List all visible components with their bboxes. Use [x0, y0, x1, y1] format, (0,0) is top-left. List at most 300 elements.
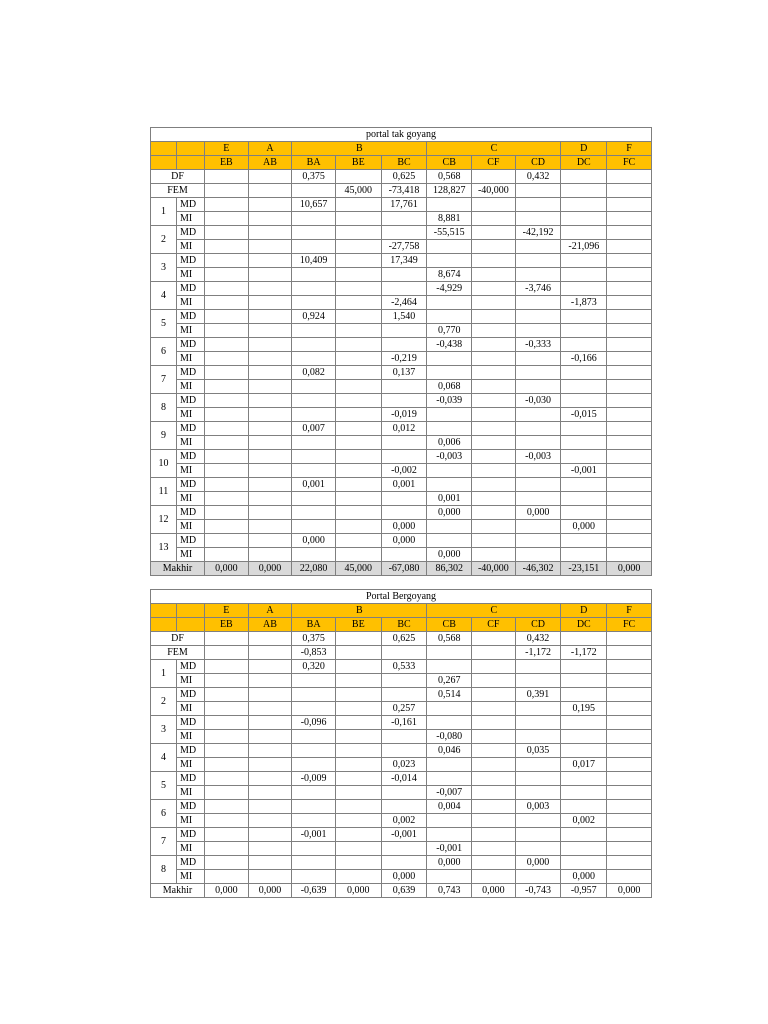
df-cell [335, 170, 381, 184]
md-cell [472, 450, 516, 464]
md-cell [292, 506, 336, 520]
mi-cell [561, 730, 607, 744]
member-header: CF [472, 618, 516, 632]
mi-cell [472, 702, 516, 716]
mi-cell [561, 212, 607, 226]
mi-cell [515, 436, 561, 450]
md-label: MD [176, 660, 204, 674]
md-cell: -0,096 [292, 716, 336, 730]
md-cell [381, 744, 427, 758]
mi-cell [335, 436, 381, 450]
table-title: portal tak goyang [151, 128, 652, 142]
joint-header: B [292, 142, 427, 156]
md-cell: -42,192 [515, 226, 561, 240]
df-cell [248, 632, 292, 646]
mi-cell [607, 380, 652, 394]
md-cell [472, 422, 516, 436]
mi-cell [335, 408, 381, 422]
mi-cell [248, 436, 292, 450]
mi-cell [427, 870, 472, 884]
md-label: MD [176, 534, 204, 548]
mi-cell [381, 842, 427, 856]
md-label: MD [176, 744, 204, 758]
mi-cell [248, 758, 292, 772]
md-cell [292, 856, 336, 870]
md-cell [561, 478, 607, 492]
iteration-md-row [151, 422, 652, 436]
iteration-number: 7 [151, 828, 177, 856]
iteration-number: 5 [151, 310, 177, 338]
md-cell: 0,320 [292, 660, 336, 674]
md-cell: 0,007 [292, 422, 336, 436]
md-label: MD [176, 226, 204, 240]
mi-cell [607, 240, 652, 254]
makhir-label: Makhir [151, 884, 205, 898]
df-cell: 0,375 [292, 632, 336, 646]
fem-cell [248, 646, 292, 660]
joint-header-row [151, 142, 652, 156]
md-cell: -0,003 [515, 450, 561, 464]
mi-label: MI [176, 870, 204, 884]
md-cell [248, 856, 292, 870]
md-cell [472, 394, 516, 408]
fem-cell: -1,172 [561, 646, 607, 660]
md-cell [292, 226, 336, 240]
mi-cell [248, 520, 292, 534]
md-label: MD [176, 506, 204, 520]
mi-label: MI [176, 520, 204, 534]
mi-label: MI [176, 674, 204, 688]
md-cell [427, 366, 472, 380]
df-cell [472, 170, 516, 184]
md-cell [561, 394, 607, 408]
md-cell [561, 828, 607, 842]
makhir-cell: -0,957 [561, 884, 607, 898]
md-cell [561, 226, 607, 240]
fem-cell [335, 646, 381, 660]
mi-cell [427, 758, 472, 772]
member-header: EB [205, 156, 249, 170]
md-cell [205, 828, 249, 842]
mi-cell [472, 324, 516, 338]
title-row [151, 590, 652, 604]
md-label: MD [176, 716, 204, 730]
md-label: MD [176, 198, 204, 212]
md-cell [561, 688, 607, 702]
mi-cell [205, 240, 249, 254]
mi-cell: 0,000 [427, 548, 472, 562]
mi-cell [472, 408, 516, 422]
mi-cell [292, 464, 336, 478]
md-cell [561, 772, 607, 786]
mi-cell [472, 520, 516, 534]
md-cell [607, 506, 652, 520]
md-cell: 0,000 [427, 856, 472, 870]
df-cell: 0,432 [515, 632, 561, 646]
md-cell [248, 226, 292, 240]
md-cell [205, 338, 249, 352]
iteration-md-row [151, 506, 652, 520]
mi-label: MI [176, 352, 204, 366]
makhir-cell: 45,000 [335, 562, 381, 576]
mi-label: MI [176, 758, 204, 772]
iteration-md-row [151, 800, 652, 814]
mi-cell [205, 408, 249, 422]
member-header: DC [561, 156, 607, 170]
mi-cell: -0,001 [561, 464, 607, 478]
md-cell [561, 506, 607, 520]
iteration-mi-row [151, 268, 652, 282]
mi-cell [472, 240, 516, 254]
mi-cell [292, 212, 336, 226]
mi-cell [205, 842, 249, 856]
mi-cell: 0,002 [561, 814, 607, 828]
mi-cell [248, 702, 292, 716]
md-cell [205, 394, 249, 408]
md-cell: 17,761 [381, 198, 427, 212]
md-cell: 0,533 [381, 660, 427, 674]
member-header: BE [335, 618, 381, 632]
mi-cell [427, 408, 472, 422]
df-cell [335, 632, 381, 646]
mi-cell [427, 296, 472, 310]
md-cell [607, 338, 652, 352]
iteration-md-row [151, 226, 652, 240]
mi-cell [427, 814, 472, 828]
md-cell [248, 800, 292, 814]
md-cell: -0,009 [292, 772, 336, 786]
md-cell [561, 282, 607, 296]
mi-cell [381, 380, 427, 394]
mi-cell [607, 268, 652, 282]
mi-cell [205, 296, 249, 310]
md-cell [607, 198, 652, 212]
md-cell [381, 282, 427, 296]
iteration-md-row [151, 478, 652, 492]
member-header: BC [381, 618, 427, 632]
md-cell: -0,014 [381, 772, 427, 786]
md-cell: -0,001 [292, 828, 336, 842]
mi-label: MI [176, 240, 204, 254]
mi-cell [248, 786, 292, 800]
mi-cell: -0,002 [381, 464, 427, 478]
mi-cell: -1,873 [561, 296, 607, 310]
mi-cell: 0,017 [561, 758, 607, 772]
md-cell [561, 534, 607, 548]
md-cell [205, 478, 249, 492]
header-blank-cell [176, 604, 204, 618]
md-cell [561, 856, 607, 870]
makhir-row [151, 562, 652, 576]
mi-cell [205, 380, 249, 394]
df-cell: 0,375 [292, 170, 336, 184]
mi-cell [607, 352, 652, 366]
mi-cell [248, 548, 292, 562]
mi-cell [381, 730, 427, 744]
fem-label: FEM [151, 646, 205, 660]
md-cell [561, 366, 607, 380]
mi-label: MI [176, 702, 204, 716]
df-cell [472, 632, 516, 646]
md-cell [515, 772, 561, 786]
md-cell [472, 688, 516, 702]
md-cell [472, 660, 516, 674]
md-cell [292, 338, 336, 352]
member-header: DC [561, 618, 607, 632]
iteration-number: 3 [151, 254, 177, 282]
md-cell [607, 422, 652, 436]
md-cell: -0,030 [515, 394, 561, 408]
md-label: MD [176, 856, 204, 870]
md-cell [205, 366, 249, 380]
md-cell [427, 198, 472, 212]
fem-cell [515, 184, 561, 198]
md-cell [205, 716, 249, 730]
mi-label: MI [176, 268, 204, 282]
iteration-number: 1 [151, 660, 177, 688]
md-cell: 10,409 [292, 254, 336, 268]
makhir-cell: -46,302 [515, 562, 561, 576]
md-cell [427, 534, 472, 548]
md-label: MD [176, 338, 204, 352]
mi-cell [607, 464, 652, 478]
mi-cell [515, 268, 561, 282]
mi-cell [205, 492, 249, 506]
md-cell: 0,137 [381, 366, 427, 380]
md-cell: 0,046 [427, 744, 472, 758]
mi-cell [515, 492, 561, 506]
md-label: MD [176, 688, 204, 702]
md-cell [248, 478, 292, 492]
df-label: DF [151, 170, 205, 184]
makhir-cell: -0,743 [515, 884, 561, 898]
mi-cell [607, 730, 652, 744]
md-cell [561, 310, 607, 324]
mi-cell [292, 870, 336, 884]
mi-cell [292, 702, 336, 716]
mi-cell [472, 548, 516, 562]
iteration-number: 5 [151, 772, 177, 800]
md-cell [248, 744, 292, 758]
md-cell [472, 744, 516, 758]
df-row [151, 170, 652, 184]
mi-cell: 0,023 [381, 758, 427, 772]
makhir-row [151, 884, 652, 898]
md-cell [248, 450, 292, 464]
mi-cell [607, 842, 652, 856]
mi-cell [292, 520, 336, 534]
md-cell [472, 310, 516, 324]
mi-cell [515, 324, 561, 338]
header-blank-cell [151, 618, 177, 632]
mi-cell [381, 324, 427, 338]
mi-cell [248, 380, 292, 394]
mi-cell [292, 324, 336, 338]
md-cell: 0,004 [427, 800, 472, 814]
md-cell: -4,929 [427, 282, 472, 296]
mi-cell: -0,080 [427, 730, 472, 744]
member-header: CB [427, 618, 472, 632]
table-portal-bergoyang [150, 589, 652, 898]
iteration-md-row [151, 394, 652, 408]
member-header: BC [381, 156, 427, 170]
mi-cell [292, 814, 336, 828]
makhir-cell: 0,000 [607, 884, 652, 898]
md-cell [292, 282, 336, 296]
mi-label: MI [176, 492, 204, 506]
mi-cell [561, 786, 607, 800]
md-label: MD [176, 254, 204, 268]
iteration-md-row [151, 310, 652, 324]
df-cell: 0,568 [427, 170, 472, 184]
mi-cell [248, 268, 292, 282]
iteration-md-row [151, 450, 652, 464]
md-cell [381, 450, 427, 464]
mi-cell [205, 870, 249, 884]
mi-cell [292, 730, 336, 744]
md-cell: -55,515 [427, 226, 472, 240]
md-cell [607, 254, 652, 268]
mi-cell [335, 674, 381, 688]
iteration-number: 3 [151, 716, 177, 744]
mi-cell [292, 548, 336, 562]
md-cell [607, 744, 652, 758]
iteration-mi-row [151, 296, 652, 310]
mi-cell [205, 814, 249, 828]
mi-cell [292, 842, 336, 856]
md-cell [607, 282, 652, 296]
fem-cell [561, 184, 607, 198]
md-cell [607, 772, 652, 786]
mi-cell [248, 730, 292, 744]
mi-cell [248, 408, 292, 422]
joint-header: F [607, 604, 652, 618]
member-header: FC [607, 618, 652, 632]
mi-cell [292, 352, 336, 366]
md-cell [248, 828, 292, 842]
iteration-number: 7 [151, 366, 177, 394]
md-cell [335, 254, 381, 268]
iteration-mi-row [151, 548, 652, 562]
makhir-cell: -23,151 [561, 562, 607, 576]
mi-cell: -0,001 [427, 842, 472, 856]
mi-cell [381, 674, 427, 688]
joint-header: C [427, 142, 561, 156]
mi-cell [561, 548, 607, 562]
mi-cell [292, 674, 336, 688]
mi-cell [561, 380, 607, 394]
md-cell [427, 478, 472, 492]
makhir-cell: 0,000 [205, 562, 249, 576]
md-cell: 0,000 [292, 534, 336, 548]
mi-cell [335, 786, 381, 800]
mi-cell [607, 296, 652, 310]
md-cell [561, 198, 607, 212]
md-cell [472, 478, 516, 492]
mi-cell [607, 702, 652, 716]
md-cell [561, 422, 607, 436]
md-cell [335, 688, 381, 702]
member-header: AB [248, 156, 292, 170]
mi-cell [607, 548, 652, 562]
df-cell: 0,568 [427, 632, 472, 646]
md-cell: 0,924 [292, 310, 336, 324]
md-cell [607, 660, 652, 674]
mi-cell [515, 814, 561, 828]
mi-cell [248, 324, 292, 338]
mi-label: MI [176, 548, 204, 562]
table-title: Portal Bergoyang [151, 590, 652, 604]
joint-header: A [248, 142, 292, 156]
mi-cell [335, 758, 381, 772]
mi-cell [515, 786, 561, 800]
mi-cell [515, 380, 561, 394]
mi-cell: 0,195 [561, 702, 607, 716]
mi-label: MI [176, 212, 204, 226]
iteration-number: 13 [151, 534, 177, 562]
md-cell [472, 338, 516, 352]
iteration-mi-row [151, 702, 652, 716]
md-cell [607, 366, 652, 380]
md-cell [292, 394, 336, 408]
mi-cell [515, 520, 561, 534]
md-cell [292, 450, 336, 464]
mi-cell [335, 814, 381, 828]
iteration-number: 6 [151, 800, 177, 828]
member-header: BA [292, 618, 336, 632]
md-cell [335, 422, 381, 436]
md-cell [335, 226, 381, 240]
md-cell: -0,161 [381, 716, 427, 730]
md-cell [561, 660, 607, 674]
mi-cell [248, 814, 292, 828]
md-cell [472, 534, 516, 548]
df-cell: 0,625 [381, 632, 427, 646]
mi-cell: 0,006 [427, 436, 472, 450]
df-label: DF [151, 632, 205, 646]
mi-label: MI [176, 436, 204, 450]
mi-cell [607, 436, 652, 450]
mi-cell [607, 870, 652, 884]
mi-cell [292, 786, 336, 800]
md-cell: 0,003 [515, 800, 561, 814]
makhir-cell: -40,000 [472, 562, 516, 576]
mi-cell: -27,758 [381, 240, 427, 254]
md-cell [515, 478, 561, 492]
md-cell [472, 716, 516, 730]
md-cell [335, 744, 381, 758]
fem-cell [248, 184, 292, 198]
fem-cell [607, 646, 652, 660]
md-label: MD [176, 422, 204, 436]
df-cell: 0,625 [381, 170, 427, 184]
mi-cell [427, 240, 472, 254]
md-cell [472, 828, 516, 842]
mi-cell [381, 492, 427, 506]
md-cell [205, 310, 249, 324]
joint-header: A [248, 604, 292, 618]
mi-cell [205, 674, 249, 688]
md-cell [292, 744, 336, 758]
iteration-md-row [151, 282, 652, 296]
makhir-cell: 0,000 [472, 884, 516, 898]
md-cell: 0,000 [381, 534, 427, 548]
md-cell [205, 744, 249, 758]
md-cell [381, 226, 427, 240]
md-cell: 0,514 [427, 688, 472, 702]
makhir-cell: 0,000 [248, 884, 292, 898]
mi-cell: 0,000 [381, 870, 427, 884]
